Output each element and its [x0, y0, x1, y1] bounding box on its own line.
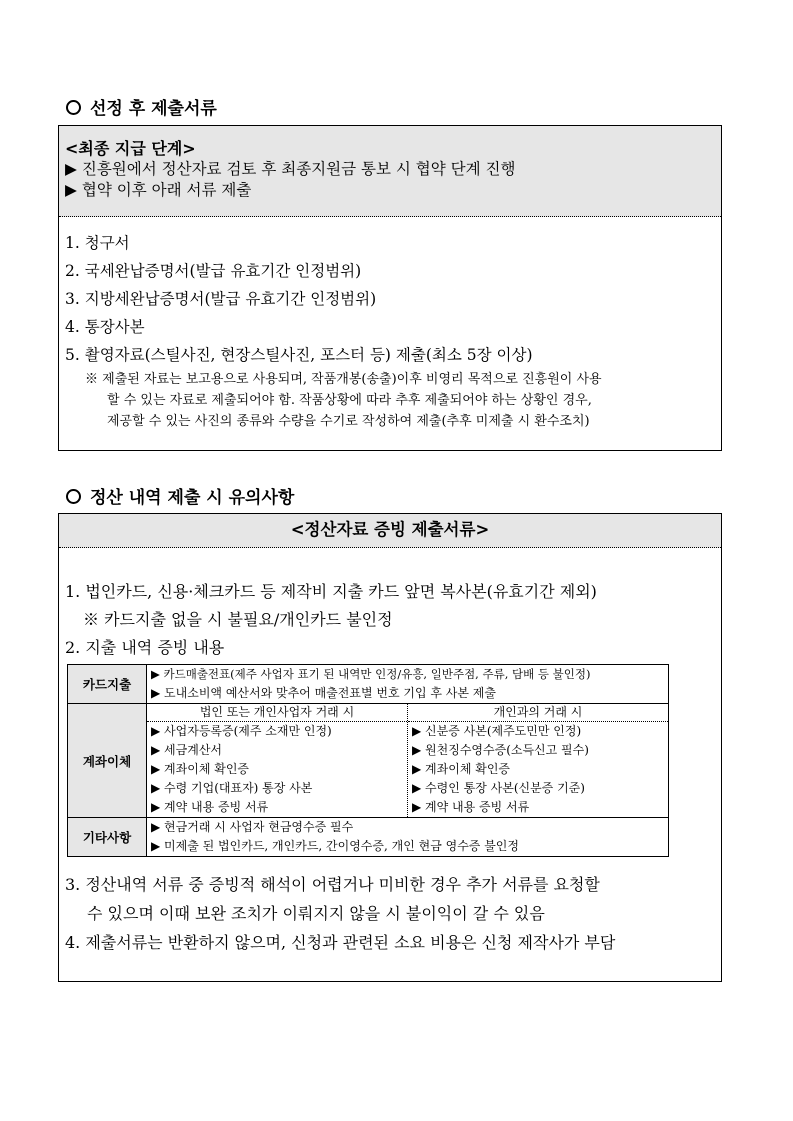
table-row: ▶ 신분증 사본(제주도민만 인정)	[412, 724, 582, 738]
section1-header	[59, 126, 721, 217]
section2-title: 정산 내역 제출 시 유의사항	[66, 483, 294, 508]
section1-note: ※ 제출된 자료는 보고용으로 사용되며, 작품개봉(송출)이후 비영리 목적으로 진흥원이 사용 할 수 있는 자료로 제출되어야 함. 작품상황에 따라 추후 제출되어야 하는 상황인 경우, 제공할 수 있는 사진의 종류와 수량을 수기로 작성하여 제출(추후 미제출 시 환수조치)	[85, 372, 602, 429]
table-row: ▶ 원천징수영수증(소득신고 필수)	[412, 743, 589, 757]
list-item: 3. 정산내역 서류 중 증빙적 해석이 어렵거나 미비한 경우 추가 서류를 요청할	[65, 875, 600, 894]
list-item-note: ※ 카드지출 없을 시 불필요/개인카드 불인정	[83, 610, 393, 629]
table-row: ▶ 계좌이체 확인증	[151, 762, 250, 776]
table-row: ▶ 미제출 된 법인카드, 개인카드, 간이영수증, 개인 현금 영수증 불인정	[151, 839, 519, 853]
list-item: 4. 통장사본	[65, 318, 145, 336]
section2-list-tail	[59, 870, 615, 957]
list-item: 1. 청구서	[65, 234, 130, 252]
list-item: 2. 지출 내역 증빙 내용	[65, 638, 225, 657]
list-item: 5. 촬영자료(스틸사진, 현장스틸사진, 포스터 등) 제출(최소 5장 이상)	[65, 346, 533, 364]
table-row: ▶ 수령 기업(대표자) 통장 사본	[151, 781, 313, 795]
table-row: ▶ 카드매출전표(제주 사업자 표기 된 내역만 인정/유흥, 일반주점, 주류, 담배 등 불인정)	[151, 667, 591, 681]
section1-title: 선정 후 제출서류	[66, 94, 217, 119]
transfer-cell	[147, 704, 669, 818]
table-row: ▶ 계약 내용 증빙 서류	[412, 800, 530, 814]
transfer-individual-column	[407, 704, 668, 817]
section2-list	[59, 548, 721, 662]
section1-bullet: ▶ 진흥원에서 정산자료 검토 후 최종지원금 통보 시 협약 단계 진행	[65, 160, 516, 178]
table-row: ▶ 계좌이체 확인증	[412, 762, 511, 776]
table-row: ▶ 현금거래 시 사업자 현금영수증 필수	[151, 820, 354, 834]
section1-box	[58, 125, 722, 451]
column-header: 법인 또는 개인사업자 거래 시	[147, 704, 407, 722]
section1-list	[59, 217, 721, 432]
list-item-continued: 수 있으며 이때 보완 조치가 이뤄지지 않을 시 불이익이 갈 수 있음	[87, 904, 545, 923]
table-row: ▶ 수령인 통장 사본(신분증 기준)	[412, 781, 585, 795]
list-item: 2. 국세완납증명서(발급 유효기간 인정범위)	[65, 262, 362, 280]
section1-bullet: ▶ 협약 이후 아래 서류 제출	[65, 181, 252, 199]
transfer-business-column	[147, 704, 407, 817]
table-row: ▶ 도내소비액 예산서와 맞추어 매출전표별 번호 기입 후 사본 제출	[151, 686, 496, 700]
circle-bullet-icon	[66, 489, 81, 504]
card-cell	[147, 665, 669, 704]
section1-heading: <최종 지급 단계>	[65, 139, 196, 158]
section2-heading: <정산자료 증빙 제출서류>	[59, 514, 721, 548]
section2-box	[58, 513, 722, 982]
evidence-table	[67, 664, 669, 857]
list-item: 1. 법인카드, 신용·체크카드 등 제작비 지출 카드 앞면 복사본(유효기간 제외)	[65, 582, 597, 601]
row-label-etc: 기타사항	[68, 818, 147, 857]
table-row: ▶ 계약 내용 증빙 서류	[151, 800, 269, 814]
table-row: ▶ 세금계산서	[151, 743, 223, 757]
circle-bullet-icon	[66, 100, 81, 115]
row-label-transfer: 계좌이체	[68, 704, 147, 818]
column-header: 개인과의 거래 시	[408, 704, 668, 722]
row-label-card: 카드지출	[68, 665, 147, 704]
list-item: 4. 제출서류는 반환하지 않으며, 신청과 관련된 소요 비용은 신청 제작사가 부담	[65, 933, 616, 952]
etc-cell	[147, 818, 669, 857]
table-row: ▶ 사업자등록증(제주 소재만 인정)	[151, 724, 332, 738]
list-item: 3. 지방세완납증명서(발급 유효기간 인정범위)	[65, 290, 377, 308]
